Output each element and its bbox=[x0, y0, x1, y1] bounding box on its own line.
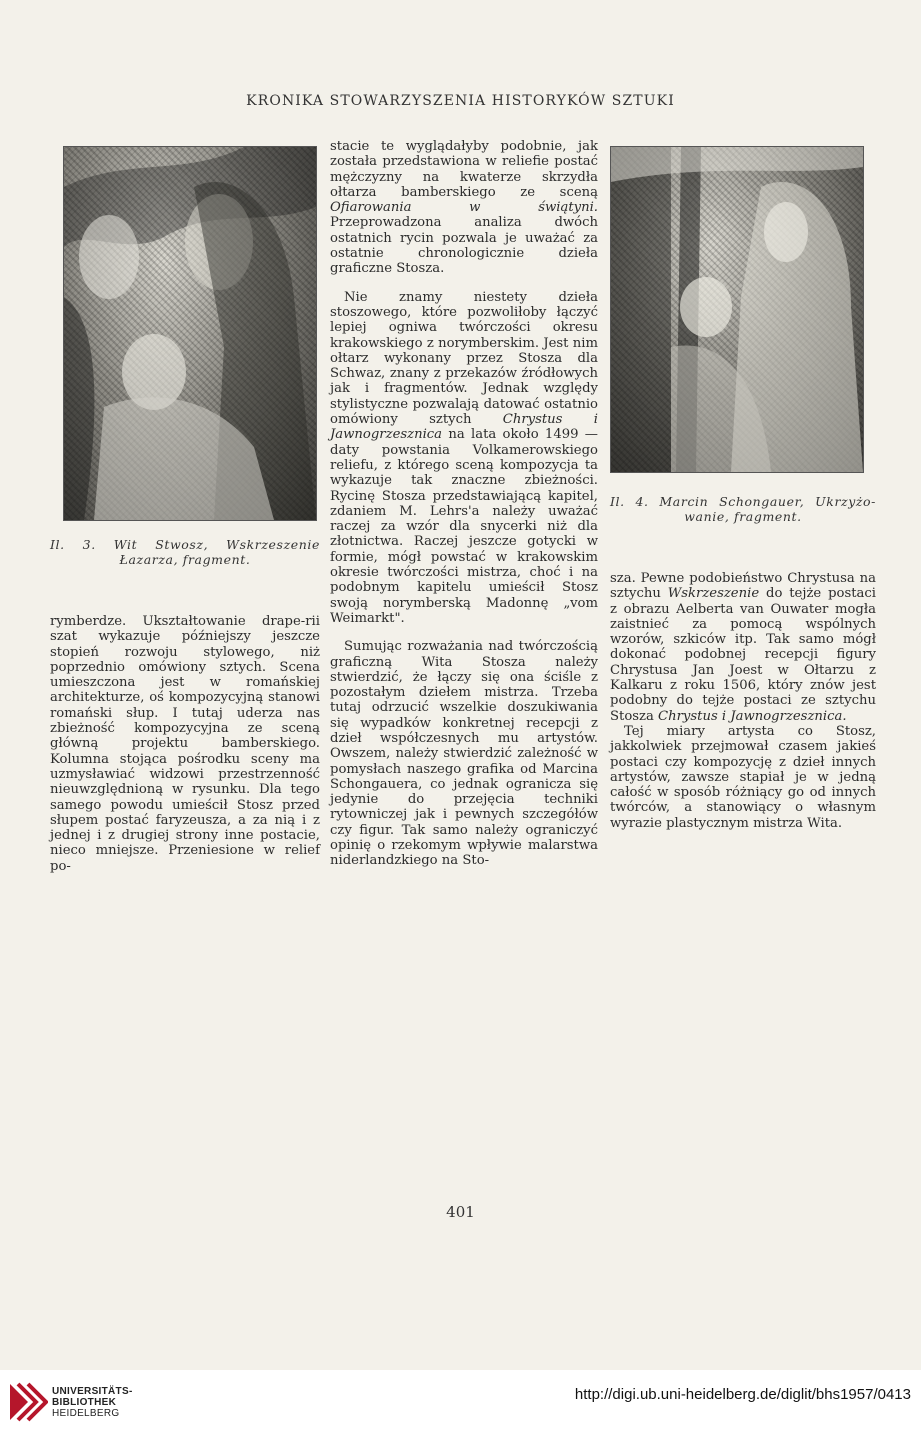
paragraph bbox=[610, 571, 876, 724]
paragraph-text: do tejże postaci z obrazu Aelberta van Ouwater mogła zaistnieć za pomocą wspólnych wzorów, szkiców itp. Tak samo mógł dokonać podobnej recepcji figury Chrystusa Jan Joest w Ołtarzu z Kalkaru z roku 1506, który znów jest podobny do tejże postaci ze sztychu Stosza bbox=[610, 586, 876, 724]
heidelberg-library-logo-icon bbox=[8, 1380, 48, 1424]
library-name-line: BIBLIOTHEK bbox=[52, 1397, 117, 1408]
paragraph-text: Sumując rozważania nad twórczością graficzną Wita Stosza należy stwierdzić, że łączy się ona ściśle z pozostałym dziełem mistrza. Trzeba tutaj odrzucić wszelkie doszukiwania się wypadków konkretnej recepcji z dzieł współczesnych mu artystów. Owszem, należy stwierdzić zależność w pomysłach naszego grafika od Marcina Schongauera, co jednak ogranicza się jedynie do przejęcia techniki rytowniczej jak i pewnych szczegółów czy figur. Tak samo należy ograniczyć opinię o rzekomym wpływie malarstwa niderlandzkiego na Sto- bbox=[330, 639, 598, 869]
paragraph bbox=[330, 139, 598, 277]
paragraph bbox=[330, 639, 598, 868]
paragraph bbox=[330, 290, 598, 627]
figure-4-engraving-art bbox=[611, 147, 863, 472]
italic-title: Ofiarowania w świątyni. bbox=[330, 200, 598, 216]
figure-3-caption-lead: Il. 3. Wit Stwosz, Wskrzeszenie bbox=[50, 537, 320, 552]
paragraph-text: rymberdze. Ukształtowanie drape-rii szat wykazuje późniejszy jeszcze stopień rozwoju stylowego, niż poprzednio omówiony sztych. Scena umieszczona jest w romańskiej architekturze, oś kompozycyjną stanowi romański słup. I tutaj uderza nas zbieżność kompozycyjna ze sceną główną projektu bamberskiego. Kolumna stojąca pośrodku sceny ma uzmysławiać widzowi przestrzenność nieuwzględnioną w rysunku. Dla tego samego powodu umieścił Stosz przed słupem postać faryzeusza, a za nią i z jednej i z drugiej strony inne postacie, nieco mniejsze. Przeniesione w relief po- bbox=[50, 614, 320, 874]
paragraph-text: Przeprowadzona analiza dwóch ostatnich rycin pozwala je uważać za ostatnie chronologicznie dzieła graficzne Stosza. bbox=[330, 215, 598, 277]
paragraph-text: na lata około 1499 — daty powstania Volkamerowskiego reliefu, z którego sceną kompozycja ta wykazuje tak znaczne zbieżności. Rycinę Stosza przedstawiającą kapitel, zdaniem M. Lehrs'a należy uważać raczej za wzór dla snycerki niż dla złotnictwa. Raczej jeszcze gotycki w formie, mógł powstać w krakowskim okresie twórczości mistrza, choć i na podobnym kapitelu umieścił Stosz swoją norymberską Madonnę „vom Weimarkt". bbox=[330, 427, 598, 626]
figure-4-caption bbox=[610, 494, 876, 524]
italic-title: Chrystus i Jawnogrzesznica bbox=[330, 412, 598, 443]
library-name-line: HEIDELBERG bbox=[52, 1408, 120, 1419]
running-head: KRONIKA STOWARZYSZENIA HISTORYKÓW SZTUKI bbox=[246, 93, 675, 109]
figure-4-engraving bbox=[610, 146, 864, 473]
library-name-line: UNIVERSITÄTS- bbox=[52, 1386, 133, 1397]
library-name bbox=[52, 1386, 133, 1419]
figure-3-caption bbox=[50, 537, 320, 567]
paragraph bbox=[610, 724, 876, 831]
paragraph-text: stacie te wyglądałyby podobnie, jak została przedstawiona w reliefie postać mężczyzny na kwaterze skrzydła ołtarza bamberskiego ze sceną bbox=[330, 139, 598, 200]
paragraph bbox=[50, 614, 320, 874]
text-column-left bbox=[50, 614, 320, 874]
figure-4-caption-tail: wanie, fragment. bbox=[684, 509, 802, 524]
text-column-right bbox=[610, 571, 876, 831]
figure-4-caption-lead: Il. 4. Marcin Schongauer, Ukrzyżo- bbox=[610, 494, 876, 509]
figure-3-engraving-art bbox=[64, 147, 316, 520]
paragraph-text: Tej miary artysta co Stosz, jakkolwiek przejmował czasem jakieś postaci czy kompozycję z dzieł innych artystów, zawsze stapiał je w jedną całość w sposób różniący go od innych twórców, a stanowiący o własnym wyrazie plastycznym mistrza Wita. bbox=[610, 723, 876, 831]
paragraph-text: Nie znamy niestety dzieła stoszowego, które pozwoliłoby łączyć lepiej ogniwa twórczości okresu krakowskiego z norymberskim. Jest nim ołtarz wykonany przez Stosza dla Schwaz, znany z przekazów źródłowych jak i fragmentów. Jednak względy stylistyczne pozwalają datować ostatnio omówiony sztych bbox=[330, 289, 598, 428]
page-number: 401 bbox=[446, 1203, 475, 1221]
digitization-footer bbox=[0, 1370, 921, 1437]
text-column-middle bbox=[330, 139, 598, 869]
italic-title: Chrystus i Jawnogrzesznica. bbox=[658, 708, 847, 724]
italic-title: Wskrzeszenie bbox=[667, 586, 760, 602]
paragraph-text: sza. Pewne podobieństwo Chrystusa na sztychu bbox=[610, 571, 876, 602]
figure-3-caption-tail: Łazarza, fragment. bbox=[119, 552, 251, 567]
figure-3-engraving bbox=[63, 146, 317, 521]
source-url-link[interactable]: http://digi.ub.uni-heidelberg.de/diglit/bhs1957/0413 bbox=[574, 1386, 911, 1403]
